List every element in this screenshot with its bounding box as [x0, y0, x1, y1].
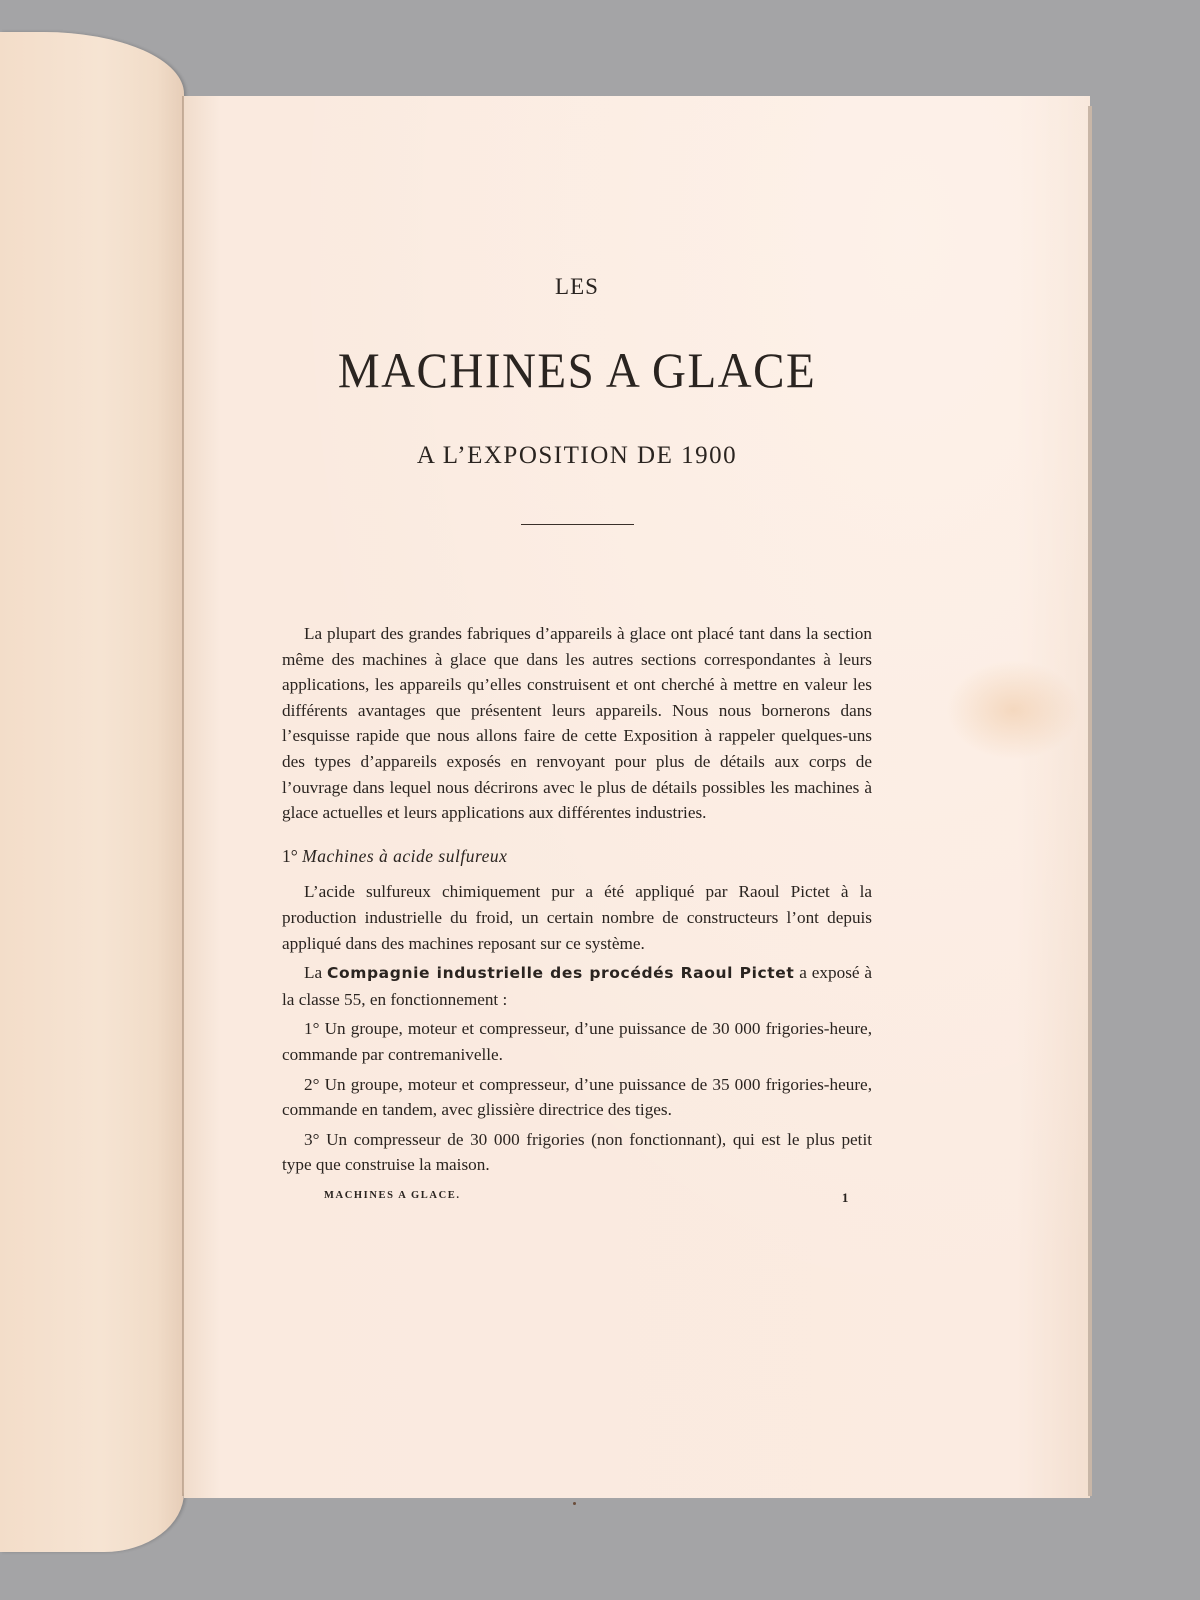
paper-speck: [573, 1502, 576, 1505]
body-text: [282, 621, 872, 1178]
list-item: 2° Un groupe, moteur et compresseur, d’une puissance de 35 000 frigories-heure, commande en tandem, avec glissière directrice des tiges.: [282, 1074, 872, 1120]
company-prefix: La: [304, 963, 323, 983]
title-line-les: LES: [555, 274, 599, 299]
list-item: 3° Un compresseur de 30 000 frigories (non fonctionnant), qui est le plus petit type que construise la maison.: [282, 1129, 872, 1175]
running-title: MACHINES A GLACE.: [324, 1189, 461, 1201]
section-heading: [282, 844, 872, 870]
subtitle: A L’EXPOSITION DE 1900: [416, 442, 738, 469]
intro-paragraph: La plupart des grandes fabriques d’appareils à glace ont placé tant dans la section même des machines à glace que dans les autres sections correspondantes à leurs applications, les appareils qu’elles construisent et ont cherché à mettre en valeur les différents avantages que présentent leurs appareils. Nous nous bornerons dans l’esquisse rapide que nous allons faire de cette Exposition à rappeler quelques-uns des types d’appareils exposés en renvoyant pour plus de détails aux corps de l’ouvrage dans lequel nous décrirons avec le plus de détails possibles les machines à glace actuelles et leurs applications aux différentes industries.: [282, 624, 872, 823]
main-title: MACHINES A GLACE: [337, 343, 817, 399]
left-page-curl: [0, 32, 184, 1552]
section-title: Machines à acide sulfureux: [302, 845, 508, 866]
page-edge: [1088, 106, 1092, 1496]
signature-number: 1: [841, 1189, 850, 1205]
company-name: Compagnie industrielle des procédés Raoul Pictet: [327, 964, 795, 983]
list-item: 1° Un groupe, moteur et compresseur, d’une puissance de 30 000 frigories-heure, commande par contremanivelle.: [282, 1019, 872, 1064]
page-content: [282, 270, 872, 1206]
foxing-stain: [946, 660, 1081, 760]
company-paragraph: [282, 960, 872, 1012]
page-footer: [282, 1190, 872, 1206]
section-paragraph: L’acide sulfureux chimiquement pur a été appliqué par Raoul Pictet à la production industrielle du froid, un certain nombre de constructeurs l’ont depuis appliqué dans des machines reposant sur ce système.: [282, 882, 872, 953]
company-suffix: a exposé à la classe 55, en fonctionnement :: [282, 963, 873, 1009]
section-number: 1°: [282, 845, 298, 866]
title-rule-divider: [521, 524, 634, 525]
